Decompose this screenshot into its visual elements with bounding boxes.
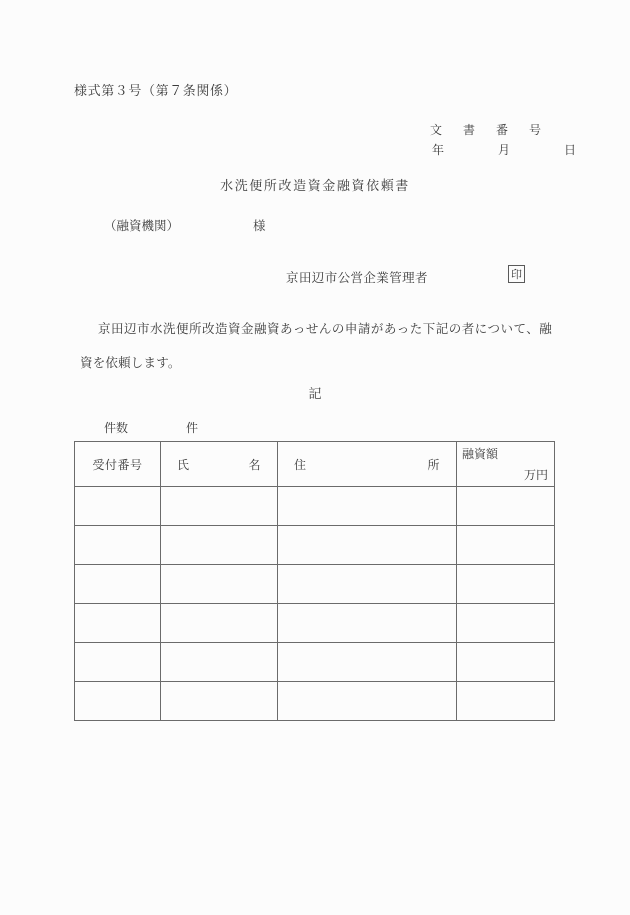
addressee-line	[104, 216, 266, 234]
document-number-block	[430, 120, 581, 160]
cell-name[interactable]	[161, 487, 278, 526]
cell-name[interactable]	[161, 565, 278, 604]
cell-amount[interactable]	[457, 682, 555, 721]
cell-receipt-number[interactable]	[75, 643, 161, 682]
amount-header-inner	[457, 442, 554, 486]
column-header-receipt-number: 受付番号	[75, 442, 161, 487]
cell-receipt-number[interactable]	[75, 487, 161, 526]
cell-amount[interactable]	[457, 604, 555, 643]
seal-stamp-icon: 印	[508, 265, 525, 283]
table-header-row	[75, 442, 555, 487]
cell-receipt-number[interactable]	[75, 526, 161, 565]
cell-address[interactable]	[278, 565, 457, 604]
cell-amount[interactable]	[457, 526, 555, 565]
count-label: 件数	[104, 421, 129, 435]
table-row[interactable]	[75, 604, 555, 643]
cell-name[interactable]	[161, 604, 278, 643]
issuer-name: 京田辺市公営企業管理者	[286, 270, 428, 285]
column-header-name-label: 氏 名	[177, 457, 261, 472]
form-number: 様式第３号（第７条関係）	[74, 84, 238, 99]
column-header-address-label: 住 所	[294, 457, 440, 472]
table-row[interactable]	[75, 487, 555, 526]
table-body	[75, 487, 555, 721]
cell-address[interactable]	[278, 487, 457, 526]
cell-receipt-number[interactable]	[75, 682, 161, 721]
ki-marker: 記	[308, 387, 322, 402]
page-title: 水洗便所改造資金融資依頼書	[220, 179, 410, 194]
table-row[interactable]	[75, 643, 555, 682]
cell-address[interactable]	[278, 682, 457, 721]
column-header-amount-label: 融資額	[462, 447, 499, 461]
date-label: 年 月 日	[432, 143, 581, 157]
count-line	[104, 419, 198, 436]
cell-address[interactable]	[278, 643, 457, 682]
cell-address[interactable]	[278, 526, 457, 565]
addressee-label: （融資機関）	[104, 218, 180, 233]
cell-address[interactable]	[278, 604, 457, 643]
column-header-amount	[457, 442, 555, 487]
cell-name[interactable]	[161, 526, 278, 565]
body-paragraph: 京田辺市水洗便所改造資金融資あっせんの申請があった下記の者について、融資を依頼します。	[80, 321, 552, 370]
cell-name[interactable]	[161, 643, 278, 682]
column-header-address	[278, 442, 457, 487]
cell-amount[interactable]	[457, 565, 555, 604]
count-unit: 件	[186, 421, 199, 435]
applicants-table	[74, 441, 555, 721]
column-header-amount-unit: 万円	[523, 468, 548, 482]
table-row[interactable]	[75, 565, 555, 604]
issuer-line	[286, 268, 526, 286]
table-row[interactable]	[75, 526, 555, 565]
cell-receipt-number[interactable]	[75, 565, 161, 604]
cell-amount[interactable]	[457, 487, 555, 526]
addressee-honorific: 様	[253, 218, 266, 233]
cell-name[interactable]	[161, 682, 278, 721]
document-number-label: 文 書 番 号	[430, 123, 546, 137]
table-row[interactable]	[75, 682, 555, 721]
cell-amount[interactable]	[457, 643, 555, 682]
applicants-table-wrapper	[74, 441, 554, 721]
cell-receipt-number[interactable]	[75, 604, 161, 643]
column-header-name	[161, 442, 278, 487]
